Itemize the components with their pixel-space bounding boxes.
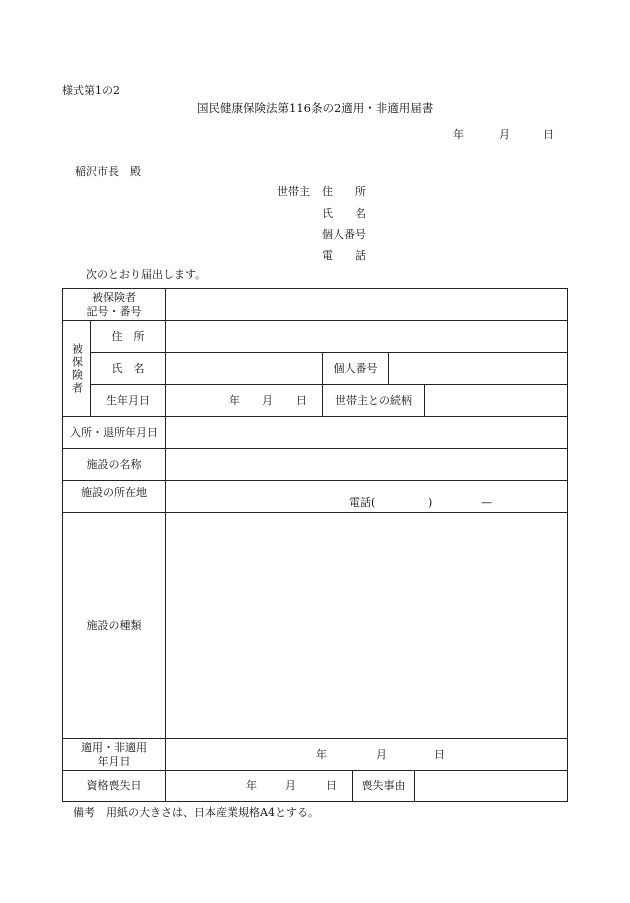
relation-label: 世帯主との続柄 <box>335 393 412 407</box>
loss-day-label: 日 <box>326 779 337 792</box>
apply-year-label: 年 <box>316 747 327 761</box>
mynumber-label: 個人番号 <box>333 361 378 375</box>
document-title: 国民健康保険法第116条の2適用・非適用届書 <box>197 101 434 115</box>
address-label: 住 所 <box>111 329 145 343</box>
relation-field[interactable] <box>425 385 567 416</box>
apply-month-label: 月 <box>376 747 387 761</box>
apply-date-field[interactable] <box>166 739 567 770</box>
insured-vertical-text: 被保険者 <box>70 342 84 395</box>
date-month-label: 月 <box>499 128 510 141</box>
form-number: 様式第1の2 <box>62 84 120 97</box>
apply-date-line1: 適用・非適用 <box>81 740 147 754</box>
insured-symbol-line1: 被保険者 <box>92 290 136 304</box>
insured-symbol-number-field[interactable] <box>166 289 567 320</box>
birth-year-label: 年 <box>229 393 240 407</box>
admission-date-field[interactable] <box>166 417 567 448</box>
birth-month-label: 月 <box>262 393 273 407</box>
date-year-label: 年 <box>453 128 464 141</box>
admission-date-label: 入所・退所年月日 <box>70 425 158 439</box>
facility-name-label: 施設の名称 <box>86 457 142 471</box>
note-text: 備考 用紙の大きさは、日本産業規格A4とする。 <box>73 806 319 819</box>
name-label: 氏 名 <box>111 361 145 375</box>
facility-address-label: 施設の所在地 <box>81 486 147 499</box>
loss-year-label: 年 <box>246 779 257 792</box>
mynumber-field[interactable] <box>389 353 567 384</box>
facility-name-field[interactable] <box>166 449 567 480</box>
loss-month-label: 月 <box>285 779 296 792</box>
addressee: 稲沢市長 殿 <box>75 165 141 178</box>
facility-address-field[interactable] <box>166 481 567 512</box>
insured-symbol-line2: 記号・番号 <box>86 304 142 318</box>
birth-date-label: 生年月日 <box>106 393 150 407</box>
loss-date-label: 資格喪失日 <box>86 779 142 792</box>
insured-symbol-number-label <box>63 289 165 320</box>
phone-suffix: ) <box>428 496 433 509</box>
address-field[interactable] <box>166 321 567 352</box>
loss-date-field[interactable] <box>166 771 352 801</box>
facility-type-field[interactable] <box>166 513 567 738</box>
loss-reason-label: 喪失事由 <box>361 779 406 792</box>
apply-date-label <box>63 739 165 770</box>
phone-dash: — <box>481 496 492 509</box>
intro-text: 次のとおり届出します。 <box>86 268 207 281</box>
name-field[interactable] <box>166 353 322 384</box>
applicant-name-label: 氏 名 <box>322 207 366 220</box>
notification-form-table <box>62 288 568 802</box>
apply-date-line2: 年月日 <box>97 754 131 768</box>
apply-day-label: 日 <box>434 747 445 761</box>
applicant-address-label: 住 所 <box>322 185 366 198</box>
phone-prefix: 電話( <box>349 496 376 509</box>
insured-person-vertical-label <box>63 321 90 416</box>
birth-date-field[interactable] <box>166 385 322 416</box>
loss-reason-field[interactable] <box>415 771 567 801</box>
birth-day-label: 日 <box>296 393 307 407</box>
applicant-mynumber-label: 個人番号 <box>322 228 366 241</box>
facility-type-label: 施設の種類 <box>86 618 142 632</box>
date-day-label: 日 <box>543 128 554 141</box>
applicant-phone-label: 電 話 <box>322 249 366 262</box>
applicant-group-label: 世帯主 <box>277 185 310 198</box>
